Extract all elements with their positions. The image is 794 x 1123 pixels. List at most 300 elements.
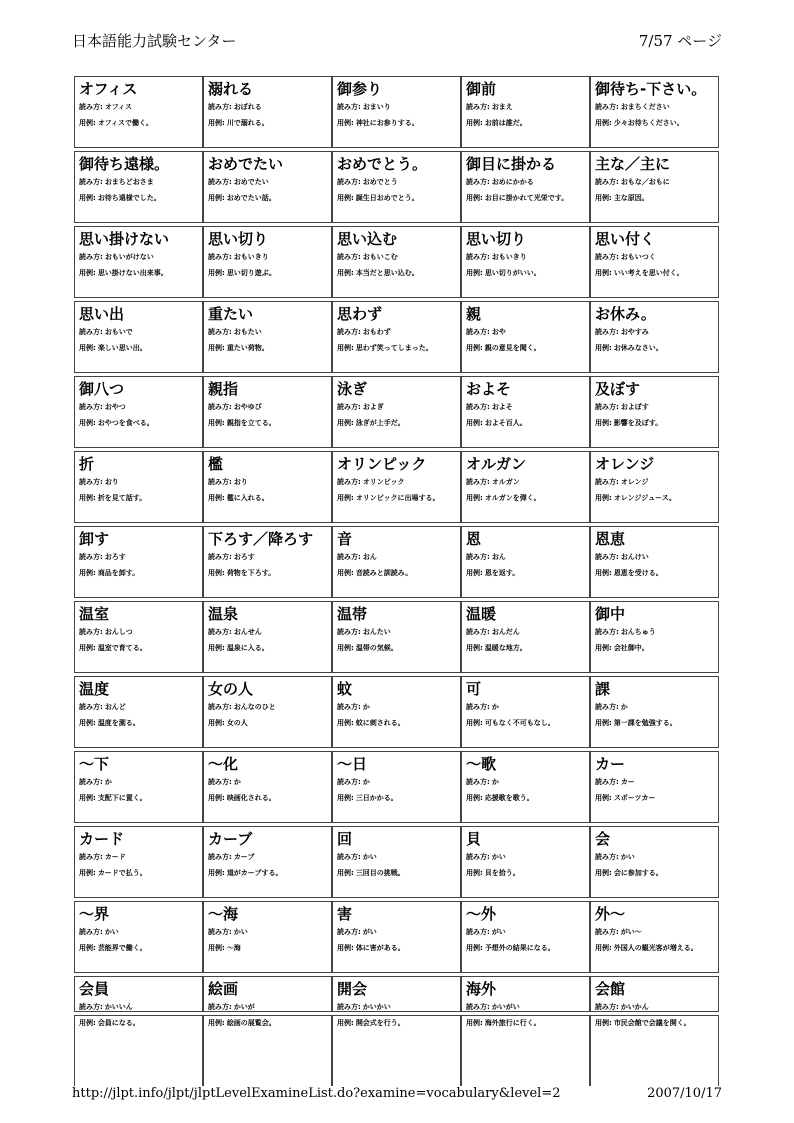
vocab-usage: スポーツカー <box>613 794 656 802</box>
vocab-word: 思い切り <box>466 230 527 248</box>
vocab-reading-line <box>466 178 585 187</box>
vocab-usage: お休みなさい。 <box>613 344 663 352</box>
vocab-usage-line <box>337 944 456 953</box>
vocab-reading-line <box>595 703 714 712</box>
reading-label: 読み方: <box>208 553 232 561</box>
vocab-reading: かい <box>491 853 506 861</box>
vocab-reading-line <box>208 328 327 337</box>
vocab-reading: オレンジ <box>620 478 649 486</box>
reading-label: 読み方: <box>79 778 103 786</box>
vocab-reading-line <box>208 178 327 187</box>
vocab-usage: 外国人の観光客が増える。 <box>613 944 698 952</box>
reading-label: 読み方: <box>466 103 490 111</box>
vocab-card-cutoff <box>332 1015 461 1086</box>
reading-label: 読み方: <box>595 328 619 336</box>
vocab-card <box>203 76 332 148</box>
vocab-reading: か <box>233 778 241 786</box>
vocab-usage: 神社にお参りする。 <box>355 119 419 127</box>
vocab-usage-line <box>79 644 198 653</box>
vocab-reading: おまちください <box>620 103 670 111</box>
vocab-reading-line <box>208 478 327 487</box>
usage-label: 用例: <box>208 569 225 577</box>
reading-label: 読み方: <box>595 403 619 411</box>
usage-label: 用例: <box>595 344 612 352</box>
vocab-reading: か <box>362 778 370 786</box>
vocab-word: 御待ち-下さい。 <box>595 80 707 98</box>
vocab-reading-line <box>79 1003 198 1012</box>
vocab-reading: おめでとう <box>362 178 398 186</box>
vocab-usage-line <box>208 719 327 728</box>
reading-label: 読み方: <box>79 328 103 336</box>
reading-label: 読み方: <box>79 403 103 411</box>
vocab-card <box>74 901 203 973</box>
vocab-card <box>74 976 203 1027</box>
vocab-reading-line <box>466 103 585 112</box>
vocab-card-cutoff <box>203 1015 332 1086</box>
usage-label: 用例: <box>79 1019 96 1027</box>
vocab-reading: カー <box>620 778 635 786</box>
vocab-word: 音 <box>337 530 353 548</box>
vocab-word: 及ぼす <box>595 380 641 398</box>
vocab-word: 御待ち遠様。 <box>79 155 170 173</box>
vocab-usage-line <box>208 944 327 953</box>
usage-label: 用例: <box>337 569 354 577</box>
vocab-usage-line <box>79 419 198 428</box>
vocab-reading: か <box>362 703 370 711</box>
vocab-reading-line <box>79 853 198 862</box>
usage-label: 用例: <box>337 944 354 952</box>
reading-label: 読み方: <box>337 778 361 786</box>
vocab-reading: おぼれる <box>233 103 262 111</box>
vocab-word: カーブ <box>208 830 253 848</box>
vocab-usage: 折を見て話す。 <box>97 494 147 502</box>
reading-label: 読み方: <box>208 478 232 486</box>
vocab-usage-line <box>466 944 585 953</box>
vocab-reading: おめでたい <box>233 178 269 186</box>
vocab-reading-line <box>466 703 585 712</box>
vocab-reading-line <box>337 853 456 862</box>
vocab-word: 可 <box>466 680 482 698</box>
vocab-word: 開会 <box>337 980 368 998</box>
vocab-reading-line <box>337 628 456 637</box>
reading-label: 読み方: <box>595 103 619 111</box>
vocab-usage: 会社御中。 <box>613 644 649 652</box>
vocab-reading: カーブ <box>233 853 255 861</box>
vocab-reading: およぎ <box>362 403 384 411</box>
vocab-reading: おんちゅう <box>620 628 656 636</box>
usage-label: 用例: <box>208 119 225 127</box>
vocab-usage: 荷物を下ろす。 <box>226 569 276 577</box>
vocab-usage: お前は誰だ。 <box>484 119 527 127</box>
vocab-reading-line <box>79 628 198 637</box>
reading-label: 読み方: <box>466 253 490 261</box>
vocab-card <box>590 151 719 223</box>
vocab-card <box>332 976 461 1027</box>
vocab-reading-line <box>466 928 585 937</box>
vocab-reading-line <box>337 703 456 712</box>
vocab-reading: おもいきり <box>491 253 527 261</box>
usage-label: 用例: <box>595 719 612 727</box>
footer-url: http://jlpt.info/jlpt/jlptLevelExamineList.do?examine=vocabulary&level=2 <box>72 1086 561 1101</box>
vocab-usage-line <box>466 119 585 128</box>
vocab-reading-line <box>337 178 456 187</box>
vocab-usage: カードで払う。 <box>97 869 147 877</box>
vocab-reading: か <box>104 778 112 786</box>
reading-label: 読み方: <box>208 103 232 111</box>
usage-label: 用例: <box>208 719 225 727</box>
vocab-card <box>461 976 590 1027</box>
usage-label: 用例: <box>337 194 354 202</box>
vocab-usage: 予想外の結果になる。 <box>484 944 555 952</box>
vocab-usage: 親の意見を聞く。 <box>484 344 541 352</box>
vocab-usage: 温帯の気候。 <box>355 644 398 652</box>
vocab-word: オレンジ <box>595 455 655 473</box>
vocab-reading: オルガン <box>491 478 520 486</box>
vocab-reading-line <box>466 328 585 337</box>
vocab-usage: 恩を返す。 <box>484 569 520 577</box>
vocab-usage-line <box>337 794 456 803</box>
reading-label: 読み方: <box>79 1003 103 1011</box>
vocab-card <box>203 901 332 973</box>
vocab-reading-line <box>79 553 198 562</box>
usage-label: 用例: <box>208 944 225 952</box>
vocab-card <box>590 751 719 823</box>
vocab-card <box>461 826 590 898</box>
usage-label: 用例: <box>337 419 354 427</box>
vocab-reading-line <box>79 403 198 412</box>
vocab-card <box>461 376 590 448</box>
reading-label: 読み方: <box>337 328 361 336</box>
vocab-reading: か <box>491 703 499 711</box>
reading-label: 読み方: <box>466 1003 490 1011</box>
vocab-usage-line <box>595 419 714 428</box>
vocab-usage: 開会式を行う。 <box>355 1019 405 1027</box>
reading-label: 読み方: <box>595 1003 619 1011</box>
vocab-card <box>74 151 203 223</box>
vocab-word: 会 <box>595 830 611 848</box>
vocab-reading: おまえ <box>491 103 513 111</box>
vocab-usage-line <box>466 644 585 653</box>
reading-label: 読み方: <box>337 928 361 936</box>
usage-label: 用例: <box>466 944 483 952</box>
usage-label: 用例: <box>337 644 354 652</box>
vocab-usage: おめでたい話。 <box>226 194 276 202</box>
vocab-reading: おや <box>491 328 506 336</box>
vocab-word: ～外 <box>466 905 497 923</box>
vocab-usage: 可もなく不可もなし。 <box>484 719 555 727</box>
vocab-reading: おり <box>104 478 119 486</box>
vocab-reading-line <box>79 178 198 187</box>
vocab-usage-line <box>337 119 456 128</box>
footer-date: 2007/10/17 <box>647 1086 722 1101</box>
vocab-word: ～化 <box>208 755 239 773</box>
usage-label: 用例: <box>208 644 225 652</box>
reading-label: 読み方: <box>337 253 361 261</box>
vocab-reading-line <box>208 778 327 787</box>
vocab-usage: オレンジジュース。 <box>613 494 677 502</box>
vocab-word: ～界 <box>79 905 110 923</box>
vocab-word: 溺れる <box>208 80 254 98</box>
usage-label: 用例: <box>466 1019 483 1027</box>
vocab-reading-line <box>337 103 456 112</box>
vocab-card <box>332 451 461 523</box>
vocab-card <box>74 751 203 823</box>
vocab-usage: 本当だと思い込む。 <box>355 269 419 277</box>
reading-label: 読み方: <box>466 403 490 411</box>
reading-label: 読み方: <box>337 178 361 186</box>
vocab-reading: およそ <box>491 403 513 411</box>
vocab-usage-line <box>79 794 198 803</box>
reading-label: 読み方: <box>208 703 232 711</box>
vocab-word: 害 <box>337 905 353 923</box>
vocab-reading-line <box>595 778 714 787</box>
usage-label: 用例: <box>595 644 612 652</box>
reading-label: 読み方: <box>208 328 232 336</box>
vocab-word: 親指 <box>208 380 239 398</box>
vocab-card <box>74 376 203 448</box>
reading-label: 読み方: <box>208 178 232 186</box>
header-title: 日本語能力試験センター <box>72 32 237 50</box>
vocab-usage: 楽しい思い出。 <box>97 344 147 352</box>
reading-label: 読み方: <box>466 328 490 336</box>
vocab-word: オルガン <box>466 455 527 473</box>
reading-label: 読み方: <box>595 478 619 486</box>
vocab-card <box>461 226 590 298</box>
usage-label: 用例: <box>79 569 96 577</box>
vocab-reading: おん <box>362 553 377 561</box>
vocab-card <box>461 751 590 823</box>
usage-label: 用例: <box>79 194 96 202</box>
vocab-card <box>590 976 719 1027</box>
vocab-reading-line <box>208 253 327 262</box>
vocab-reading-line <box>595 478 714 487</box>
vocab-word: ～海 <box>208 905 239 923</box>
vocab-word: 泳ぎ <box>337 380 368 398</box>
usage-label: 用例: <box>466 569 483 577</box>
usage-label: 用例: <box>208 494 225 502</box>
vocab-reading: おんたい <box>362 628 391 636</box>
vocab-usage: 会に参加する。 <box>613 869 663 877</box>
vocab-usage: 映画化される。 <box>226 794 276 802</box>
vocab-word: 海外 <box>466 980 497 998</box>
vocab-reading: おやゆび <box>233 403 262 411</box>
reading-label: 読み方: <box>79 703 103 711</box>
vocab-usage: 会員になる。 <box>97 1019 140 1027</box>
vocab-usage-line <box>208 419 327 428</box>
vocab-usage-line <box>466 269 585 278</box>
vocab-usage: 三回目の挑戦。 <box>355 869 405 877</box>
vocab-reading-line <box>79 703 198 712</box>
vocab-usage-line <box>466 194 585 203</box>
vocab-word: 温度 <box>79 680 110 698</box>
usage-label: 用例: <box>595 794 612 802</box>
vocab-usage: 海外旅行に行く。 <box>484 1019 541 1027</box>
vocab-card <box>590 676 719 748</box>
vocab-word: オフィス <box>79 80 138 98</box>
vocab-usage: 蚊に刺される。 <box>355 719 405 727</box>
vocab-usage: 恩恵を受ける。 <box>613 569 663 577</box>
vocab-card <box>203 676 332 748</box>
usage-label: 用例: <box>595 494 612 502</box>
vocab-word: 御前 <box>466 80 497 98</box>
vocab-card <box>332 76 461 148</box>
reading-label: 読み方: <box>208 403 232 411</box>
vocab-reading: おもたい <box>233 328 262 336</box>
vocab-usage: 主な原因。 <box>613 194 649 202</box>
vocab-reading-line <box>208 628 327 637</box>
vocab-usage-line <box>79 269 198 278</box>
reading-label: 読み方: <box>466 703 490 711</box>
vocab-word: ～日 <box>337 755 368 773</box>
reading-label: 読み方: <box>208 853 232 861</box>
reading-label: 読み方: <box>466 778 490 786</box>
vocab-reading-line <box>79 478 198 487</box>
usage-label: 用例: <box>595 119 612 127</box>
vocab-usage: 貝を拾う。 <box>484 869 520 877</box>
vocab-usage-line <box>337 569 456 578</box>
usage-label: 用例: <box>595 194 612 202</box>
reading-label: 読み方: <box>337 553 361 561</box>
vocab-word: お休み。 <box>595 305 656 323</box>
vocab-reading-line <box>466 628 585 637</box>
vocab-word: 下ろす／降ろす <box>208 530 314 548</box>
vocab-word: 主な／主に <box>595 155 671 173</box>
reading-label: 読み方: <box>79 628 103 636</box>
vocab-usage-line <box>337 644 456 653</box>
vocab-card <box>461 601 590 673</box>
reading-label: 読み方: <box>208 628 232 636</box>
vocab-usage: オフィスで働く。 <box>97 119 153 127</box>
usage-label: 用例: <box>79 269 96 277</box>
usage-label: 用例: <box>337 794 354 802</box>
vocab-card <box>203 151 332 223</box>
vocab-usage-line <box>337 494 456 503</box>
vocab-word: 御参り <box>337 80 383 98</box>
vocab-word: 御目に掛かる <box>466 155 557 173</box>
vocab-reading-line <box>208 1003 327 1012</box>
vocab-usage-line <box>595 794 714 803</box>
vocab-word: およそ <box>466 380 512 398</box>
vocab-reading: おもいこむ <box>362 253 398 261</box>
vocab-usage: 泳ぎが上手だ。 <box>355 419 405 427</box>
usage-label: 用例: <box>595 269 612 277</box>
vocab-usage-line <box>337 194 456 203</box>
reading-label: 読み方: <box>466 928 490 936</box>
usage-label: 用例: <box>337 269 354 277</box>
vocab-usage: おやつを食べる。 <box>97 419 154 427</box>
usage-label: 用例: <box>208 794 225 802</box>
vocab-reading-line <box>208 853 327 862</box>
vocab-reading-line <box>79 103 198 112</box>
vocab-reading-line <box>337 553 456 562</box>
usage-label: 用例: <box>466 419 483 427</box>
usage-label: 用例: <box>79 794 96 802</box>
vocab-word: おめでとう。 <box>337 155 428 173</box>
reading-label: 読み方: <box>466 553 490 561</box>
vocab-usage-line <box>208 194 327 203</box>
vocab-word: 檻 <box>208 455 224 473</box>
vocab-usage-line <box>466 344 585 353</box>
reading-label: 読み方: <box>337 103 361 111</box>
vocab-usage-line <box>79 719 198 728</box>
vocab-reading: かい <box>104 928 119 936</box>
vocab-usage-line <box>595 944 714 953</box>
vocab-word: おめでたい <box>208 155 284 173</box>
reading-label: 読み方: <box>79 253 103 261</box>
vocab-card <box>74 301 203 373</box>
vocab-reading-line <box>79 928 198 937</box>
vocab-usage-line <box>595 269 714 278</box>
usage-label: 用例: <box>466 344 483 352</box>
vocab-reading: おんだん <box>491 628 520 636</box>
vocab-usage-line <box>208 344 327 353</box>
vocab-reading-line <box>595 553 714 562</box>
vocab-word: 絵画 <box>208 980 239 998</box>
vocab-usage: 商品を卸す。 <box>97 569 140 577</box>
usage-label: 用例: <box>208 419 225 427</box>
vocab-usage-line <box>208 494 327 503</box>
vocab-card <box>590 601 719 673</box>
vocab-card <box>74 76 203 148</box>
vocab-usage-line <box>595 194 714 203</box>
usage-label: 用例: <box>466 644 483 652</box>
vocab-usage-line <box>337 269 456 278</box>
vocab-reading-line <box>595 403 714 412</box>
vocab-usage: 川で溺れる。 <box>226 119 269 127</box>
vocab-reading-line <box>595 1003 714 1012</box>
vocab-usage: 応援歌を歌う。 <box>484 794 534 802</box>
vocab-reading-line <box>595 253 714 262</box>
vocab-reading-line <box>337 328 456 337</box>
vocab-usage-line <box>466 869 585 878</box>
vocab-word: 親 <box>466 305 482 323</box>
vocab-usage: 音読みと訓読み。 <box>355 569 413 577</box>
reading-label: 読み方: <box>208 1003 232 1011</box>
usage-label: 用例: <box>337 119 354 127</box>
vocab-reading: おろす <box>233 553 255 561</box>
vocab-reading: かい <box>362 853 377 861</box>
usage-label: 用例: <box>466 794 483 802</box>
vocab-card <box>332 676 461 748</box>
vocab-reading-line <box>208 928 327 937</box>
usage-label: 用例: <box>466 119 483 127</box>
vocab-usage-line <box>595 119 714 128</box>
usage-label: 用例: <box>79 644 96 652</box>
vocab-reading: かいが <box>233 1003 255 1011</box>
vocab-word: 思い付く <box>595 230 656 248</box>
vocab-card <box>461 76 590 148</box>
vocab-usage: 第一課を勉強する。 <box>613 719 677 727</box>
vocab-reading: か <box>491 778 499 786</box>
usage-label: 用例: <box>466 269 483 277</box>
vocab-reading-line <box>466 553 585 562</box>
vocab-word: 御八つ <box>79 380 125 398</box>
vocab-word: 会員 <box>79 980 110 998</box>
vocab-card <box>461 901 590 973</box>
usage-label: 用例: <box>337 719 354 727</box>
reading-label: 読み方: <box>79 178 103 186</box>
vocab-word: 重たい <box>208 305 254 323</box>
vocab-usage-line <box>208 269 327 278</box>
vocab-card <box>461 301 590 373</box>
vocab-card <box>332 226 461 298</box>
usage-label: 用例: <box>595 569 612 577</box>
vocab-reading: カード <box>104 853 126 861</box>
vocab-reading-line <box>595 853 714 862</box>
usage-label: 用例: <box>79 344 96 352</box>
vocab-card <box>332 751 461 823</box>
vocab-word: 恩 <box>466 530 482 548</box>
